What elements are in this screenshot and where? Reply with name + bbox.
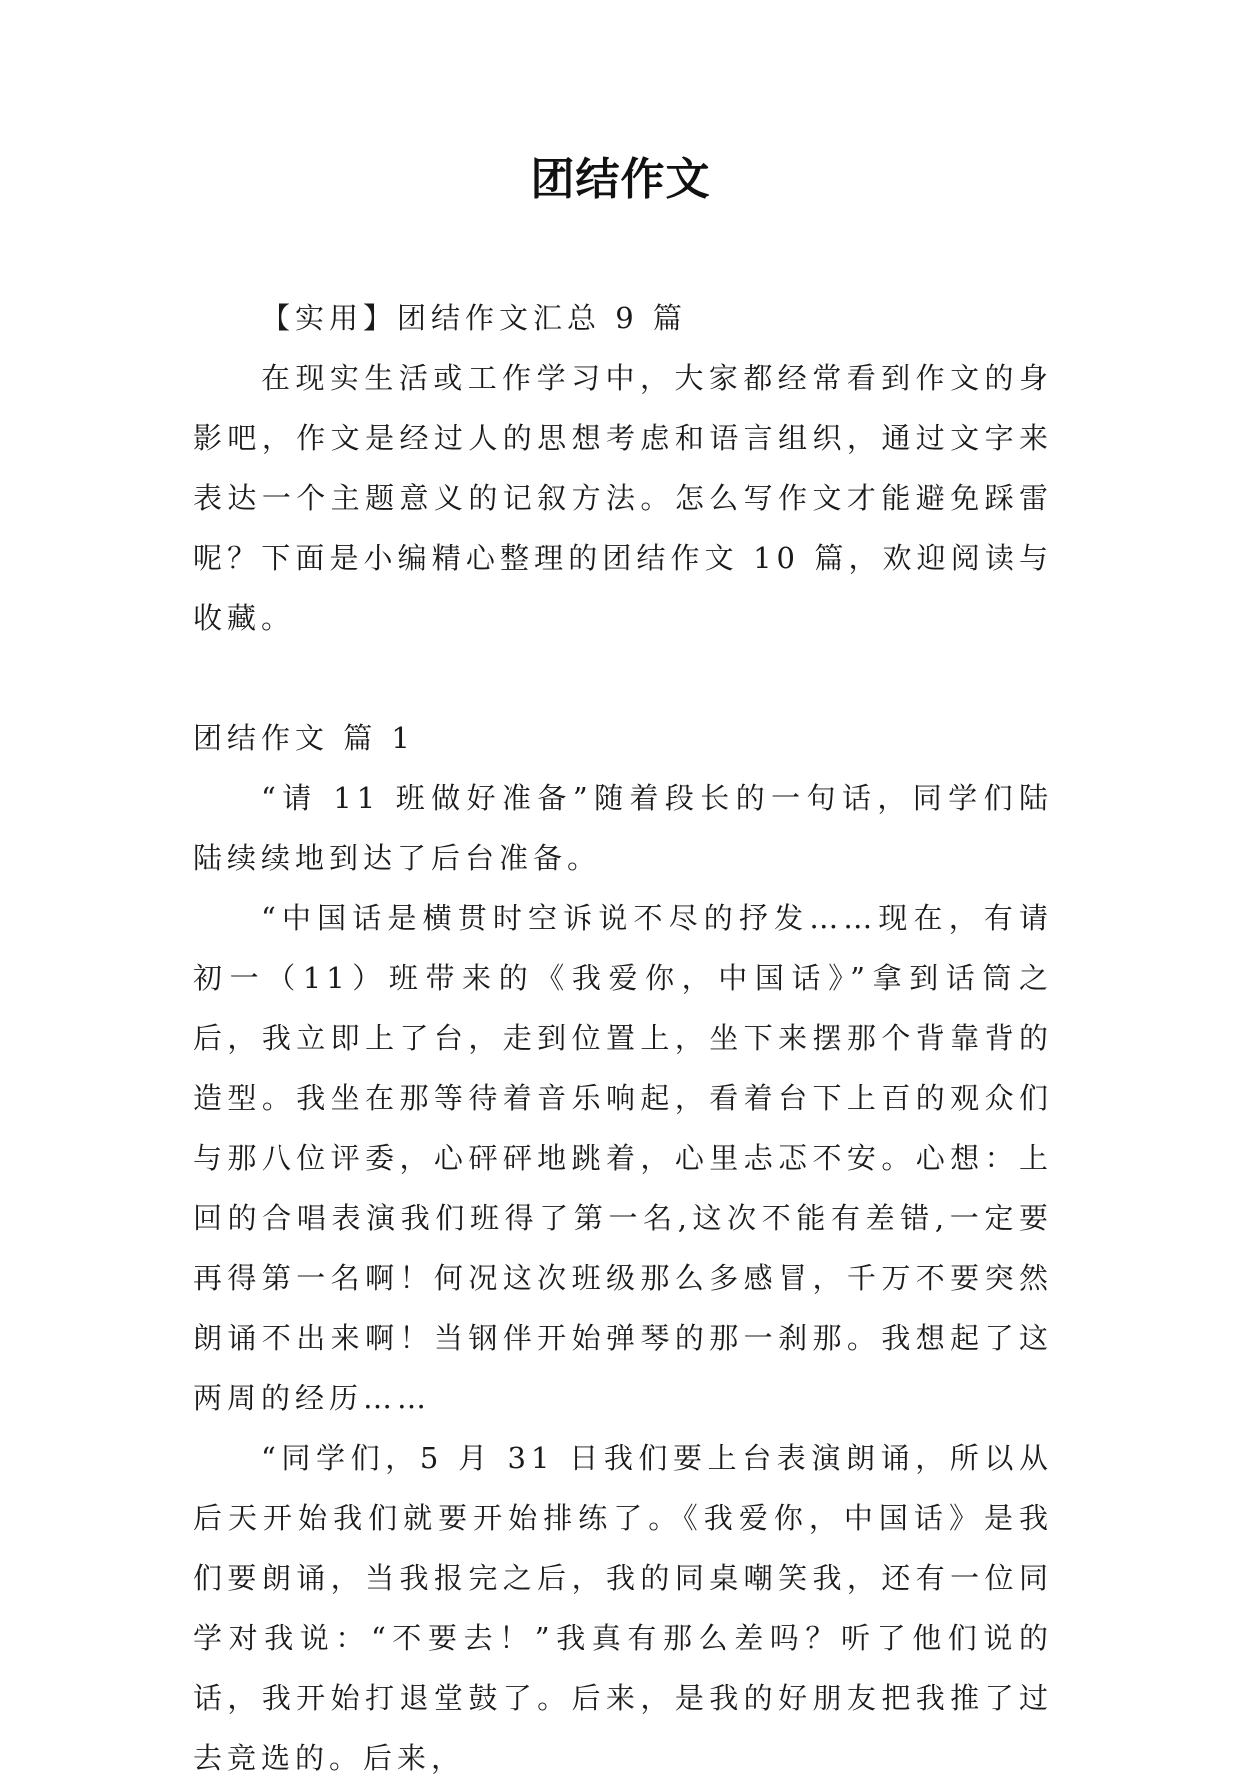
- paragraph-spacer: [193, 648, 1053, 708]
- body-paragraph-3: “同学们，5 月 31 日我们要上台表演朗诵，所以从后天开始我们就要开始排练了。《我爱你，中国话》是我们要朗诵，当我报完之后，我的同桌嘲笑我，还有一位同学对我说：“不要去！”我真有那么差吗？听了他们说的话，我开始打退堂鼓了。后来，是我的好朋友把我推了过去竞选的。后来，: [193, 1441, 1053, 1775]
- document-body: [193, 288, 1053, 1788]
- summary-line: 【实用】团结作文汇总 9 篇: [261, 301, 687, 335]
- intro-paragraph: 在现实生活或工作学习中，大家都经常看到作文的身影吧，作文是经过人的思想考虑和语言组织，通过文字来表达一个主题意义的记叙方法。怎么写作文才能避免踩雷呢？下面是小编精心整理的团结作文 10 篇，欢迎阅读与收藏。: [193, 361, 1053, 635]
- document-title: 团结作文: [530, 154, 711, 205]
- section-heading: 团结作文 篇 1: [193, 721, 415, 755]
- body-paragraph-1: “请 11 班做好准备”随着段长的一句话，同学们陆陆续续地到达了后台准备。: [193, 781, 1053, 875]
- body-paragraph-2: “中国话是横贯时空诉说不尽的抒发……现在，有请初一（11）班带来的《我爱你，中国话》”拿到话筒之后，我立即上了台，走到位置上，坐下来摆那个背靠背的造型。我坐在那等待着音乐响起，看着台下上百的观众们与那八位评委，心砰砰地跳着，心里忐忑不安。心想：上回的合唱表演我们班得了第一名,这次不能有差错,一定要再得第一名啊！何况这次班级那么多感冒，千万不要突然朗诵不出来啊！当钢伴开始弹琴的那一刹那。我想起了这两周的经历……: [193, 901, 1053, 1415]
